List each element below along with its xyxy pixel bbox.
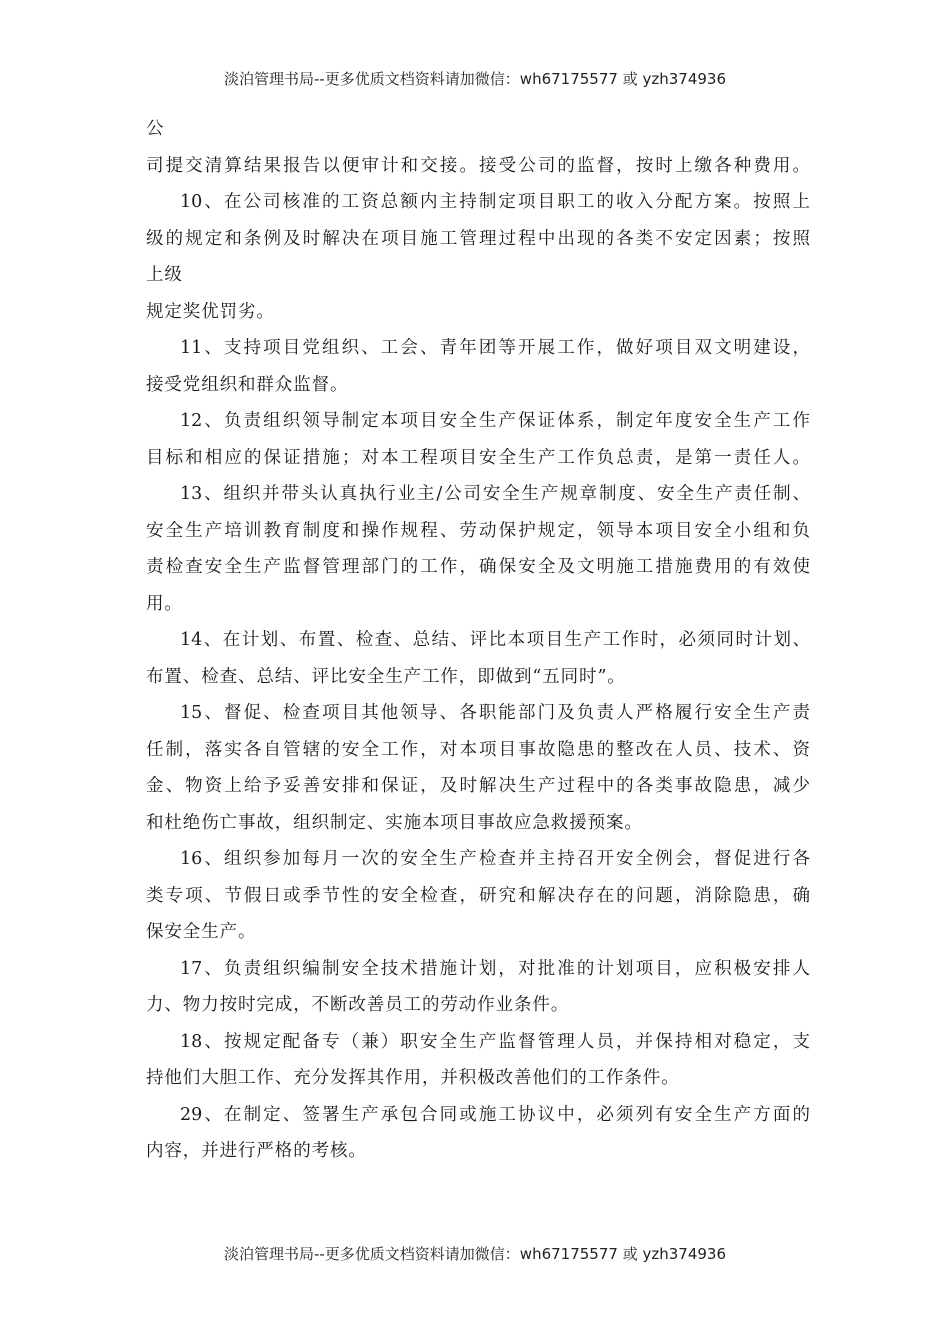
paragraph-12-line: 目标和相应的保证措施；对本工程项目安全生产工作负总责，是第一责任人。: [146, 447, 810, 468]
paragraph-15-line: 金、物资上给予妥善安排和保证，及时解决生产过程中的各类事故隐患，减少: [146, 776, 810, 796]
paragraph-10-line: 10、在公司核准的工资总额内主持制定项目职工的收入分配方案。按照上: [180, 192, 810, 212]
paragraph-29-line: 内容，并进行严格的考核。: [146, 1141, 367, 1161]
page-footer: 淡泊管理书局--更多优质文档资料请加微信：wh67175577 或 yzh374936: [223, 1245, 726, 1263]
paragraph-12-line: 12、负责组织领导制定本项目安全生产保证体系，制定年度安全生产工作: [180, 411, 810, 431]
page-header: 淡泊管理书局--更多优质文档资料请加微信：wh67175577 或 yzh374936: [223, 70, 726, 88]
paragraph-10-line: 上级: [146, 265, 183, 285]
paragraph-29-line: 29、在制定、签署生产承包合同或施工协议中，必须列有安全生产方面的: [180, 1104, 810, 1125]
paragraph-11-line: 接受党组织和群众监督。: [146, 374, 349, 395]
paragraph-18-line: 持他们大胆工作、充分发挥其作用，并积极改善他们的工作条件。: [146, 1068, 680, 1088]
paragraph-10-line: 级的规定和条例及时解决在项目施工管理过程中出现的各类不安定因素；按照: [146, 228, 810, 249]
paragraph-16-line: 16、组织参加每月一次的安全生产检查并主持召开安全例会，督促进行各: [180, 849, 810, 869]
paragraph-15-line: 和杜绝伤亡事故，组织制定、实施本项目事故应急救援预案。: [146, 812, 643, 833]
paragraph-14-line: 14、在计划、布置、检查、总结、评比本项目生产工作时，必须同时计划、: [180, 630, 810, 650]
paragraph-13-line: 13、组织并带头认真执行业主/公司安全生产规章制度、安全生产责任制、: [180, 484, 810, 504]
paragraph-17-line: 力、物力按时完成，不断改善员工的劳动作业条件。: [146, 995, 570, 1015]
paragraph-17-line: 17、负责组织编制安全技术措施计划，对批准的计划项目，应积极安排人: [180, 958, 810, 979]
paragraph-14-line: 布置、检查、总结、评比安全生产工作，即做到“五同时”。: [146, 666, 626, 687]
paragraph-11-line: 11、支持项目党组织、工会、青年团等开展工作，做好项目双文明建设，: [180, 338, 810, 358]
paragraph-10-line: 规定奖优罚劣。: [146, 301, 275, 322]
paragraph-18-line: 18、按规定配备专（兼）职安全生产监督管理人员，并保持相对稳定，支: [180, 1031, 810, 1052]
paragraph-13-line: 责检查安全生产监督管理部门的工作，确保安全及文明施工措施费用的有效使: [146, 557, 810, 577]
paragraph-16-line: 类专项、节假日或季节性的安全检查，研究和解决存在的问题，消除隐患，确: [146, 885, 810, 906]
paragraph-15-line: 任制，落实各自管辖的安全工作，对本项目事故隐患的整改在人员、技术、资: [146, 739, 810, 760]
body-line: 公: [146, 119, 165, 139]
paragraph-16-line: 保安全生产。: [146, 922, 257, 942]
body-line: 司提交清算结果报告以便审计和交接。接受公司的监督，按时上缴各种费用。: [146, 155, 810, 176]
paragraph-13-line: 用。: [146, 593, 183, 614]
paragraph-15-line: 15、督促、检查项目其他领导、各职能部门及负责人严格履行安全生产责: [180, 703, 810, 723]
paragraph-13-line: 安全生产培训教育制度和操作规程、劳动保护规定，领导本项目安全小组和负: [146, 520, 810, 541]
document-body: [146, 111, 810, 1170]
